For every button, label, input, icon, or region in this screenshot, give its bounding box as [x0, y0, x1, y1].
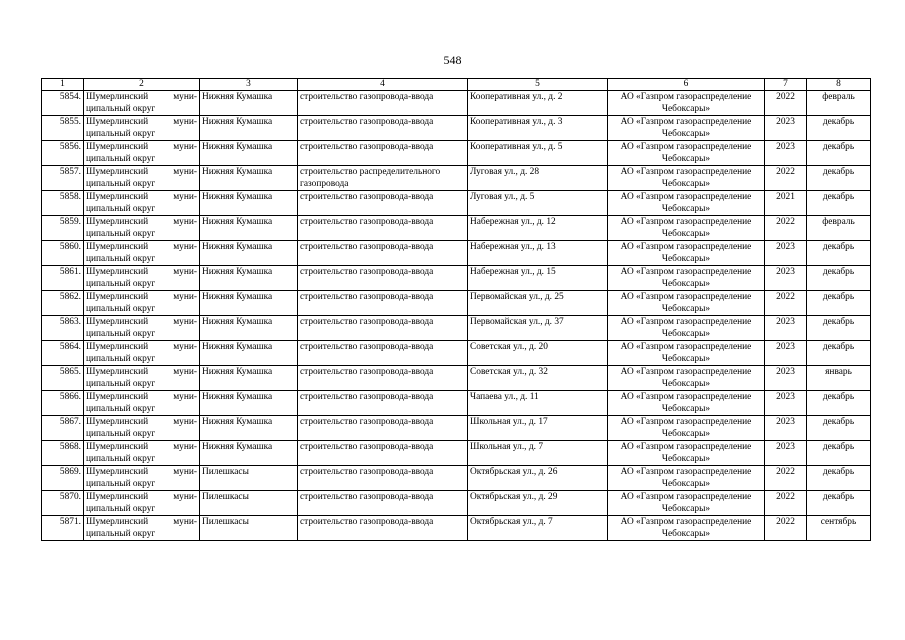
table-row [42, 416, 871, 441]
table-row [42, 266, 871, 291]
year-cell: 2022 [765, 166, 807, 191]
organization-cell: АО «Газпром газораспределение Чебоксары» [608, 466, 765, 491]
district-cell: Шумерлинский муни-ципальный округ [84, 341, 200, 366]
address-cell: Кооперативная ул., д. 5 [468, 141, 608, 166]
month-cell: сентябрь [807, 516, 871, 541]
organization-cell: АО «Газпром газораспределение Чебоксары» [608, 366, 765, 391]
table-header [42, 79, 871, 91]
address-cell: Октябрьская ул., д. 7 [468, 516, 608, 541]
address-cell: Набережная ул., д. 12 [468, 216, 608, 241]
work-type-cell: строительство газопровода-ввода [298, 266, 468, 291]
month-cell: декабрь [807, 166, 871, 191]
settlement-cell: Нижняя Кумашка [200, 391, 298, 416]
year-cell: 2023 [765, 241, 807, 266]
organization-cell: АО «Газпром газораспределение Чебоксары» [608, 391, 765, 416]
organization-cell: АО «Газпром газораспределение Чебоксары» [608, 416, 765, 441]
address-cell: Кооперативная ул., д. 2 [468, 91, 608, 116]
table-row [42, 316, 871, 341]
table-row [42, 141, 871, 166]
district-cell: Шумерлинский муни-ципальный округ [84, 191, 200, 216]
work-type-cell: строительство газопровода-ввода [298, 391, 468, 416]
row-number: 5865. [42, 366, 84, 391]
work-type-cell: строительство газопровода-ввода [298, 341, 468, 366]
district-cell: Шумерлинский муни-ципальный округ [84, 416, 200, 441]
address-cell: Набережная ул., д. 15 [468, 266, 608, 291]
work-type-cell: строительство газопровода-ввода [298, 91, 468, 116]
organization-cell: АО «Газпром газораспределение Чебоксары» [608, 516, 765, 541]
address-cell: Октябрьская ул., д. 26 [468, 466, 608, 491]
month-cell: декабрь [807, 441, 871, 466]
table-row [42, 191, 871, 216]
row-number: 5861. [42, 266, 84, 291]
row-number: 5864. [42, 341, 84, 366]
row-number: 5869. [42, 466, 84, 491]
address-cell: Октябрьская ул., д. 29 [468, 491, 608, 516]
month-cell: декабрь [807, 341, 871, 366]
year-cell: 2021 [765, 191, 807, 216]
address-cell: Луговая ул., д. 5 [468, 191, 608, 216]
row-number: 5870. [42, 491, 84, 516]
row-number: 5856. [42, 141, 84, 166]
table-row [42, 241, 871, 266]
header-cell-4: 4 [298, 79, 468, 91]
table-row [42, 291, 871, 316]
address-cell: Набережная ул., д. 13 [468, 241, 608, 266]
month-cell: декабрь [807, 316, 871, 341]
month-cell: декабрь [807, 116, 871, 141]
row-number: 5859. [42, 216, 84, 241]
organization-cell: АО «Газпром газораспределение Чебоксары» [608, 216, 765, 241]
organization-cell: АО «Газпром газораспределение Чебоксары» [608, 266, 765, 291]
district-cell: Шумерлинский муни-ципальный округ [84, 166, 200, 191]
registry-table [41, 78, 871, 541]
month-cell: декабрь [807, 241, 871, 266]
table-row [42, 341, 871, 366]
table-row [42, 216, 871, 241]
work-type-cell: строительство газопровода-ввода [298, 366, 468, 391]
header-cell-8: 8 [807, 79, 871, 91]
year-cell: 2023 [765, 441, 807, 466]
work-type-cell: строительство газопровода-ввода [298, 491, 468, 516]
address-cell: Первомайская ул., д. 37 [468, 316, 608, 341]
organization-cell: АО «Газпром газораспределение Чебоксары» [608, 316, 765, 341]
row-number: 5863. [42, 316, 84, 341]
work-type-cell: строительство газопровода-ввода [298, 191, 468, 216]
month-cell: декабрь [807, 391, 871, 416]
address-cell: Кооперативная ул., д. 3 [468, 116, 608, 141]
header-cell-7: 7 [765, 79, 807, 91]
settlement-cell: Нижняя Кумашка [200, 166, 298, 191]
table-body [42, 91, 871, 541]
address-cell: Школьная ул., д. 17 [468, 416, 608, 441]
district-cell: Шумерлинский муни-ципальный округ [84, 491, 200, 516]
table-row [42, 91, 871, 116]
table-row [42, 166, 871, 191]
settlement-cell: Нижняя Кумашка [200, 416, 298, 441]
district-cell: Шумерлинский муни-ципальный округ [84, 316, 200, 341]
district-cell: Шумерлинский муни-ципальный округ [84, 216, 200, 241]
header-row [42, 79, 871, 91]
year-cell: 2023 [765, 416, 807, 441]
year-cell: 2023 [765, 366, 807, 391]
year-cell: 2022 [765, 91, 807, 116]
month-cell: декабрь [807, 416, 871, 441]
settlement-cell: Пилешкасы [200, 491, 298, 516]
district-cell: Шумерлинский муни-ципальный округ [84, 366, 200, 391]
work-type-cell: строительство газопровода-ввода [298, 441, 468, 466]
row-number: 5857. [42, 166, 84, 191]
settlement-cell: Нижняя Кумашка [200, 141, 298, 166]
month-cell: январь [807, 366, 871, 391]
address-cell: Советская ул., д. 20 [468, 341, 608, 366]
header-cell-3: 3 [200, 79, 298, 91]
year-cell: 2023 [765, 341, 807, 366]
settlement-cell: Нижняя Кумашка [200, 266, 298, 291]
organization-cell: АО «Газпром газораспределение Чебоксары» [608, 241, 765, 266]
settlement-cell: Пилешкасы [200, 516, 298, 541]
year-cell: 2022 [765, 491, 807, 516]
address-cell: Чапаева ул., д. 11 [468, 391, 608, 416]
header-cell-2: 2 [84, 79, 200, 91]
year-cell: 2022 [765, 291, 807, 316]
year-cell: 2022 [765, 466, 807, 491]
district-cell: Шумерлинский муни-ципальный округ [84, 516, 200, 541]
month-cell: декабрь [807, 491, 871, 516]
organization-cell: АО «Газпром газораспределение Чебоксары» [608, 116, 765, 141]
row-number: 5862. [42, 291, 84, 316]
year-cell: 2022 [765, 516, 807, 541]
table-row [42, 116, 871, 141]
row-number: 5867. [42, 416, 84, 441]
work-type-cell: строительство распределительного газопровода [298, 166, 468, 191]
table-row [42, 516, 871, 541]
settlement-cell: Нижняя Кумашка [200, 241, 298, 266]
organization-cell: АО «Газпром газораспределение Чебоксары» [608, 191, 765, 216]
month-cell: декабрь [807, 291, 871, 316]
month-cell: декабрь [807, 191, 871, 216]
district-cell: Шумерлинский муни-ципальный округ [84, 441, 200, 466]
row-number: 5854. [42, 91, 84, 116]
organization-cell: АО «Газпром газораспределение Чебоксары» [608, 91, 765, 116]
table-row [42, 366, 871, 391]
month-cell: декабрь [807, 466, 871, 491]
row-number: 5858. [42, 191, 84, 216]
district-cell: Шумерлинский муни-ципальный округ [84, 391, 200, 416]
district-cell: Шумерлинский муни-ципальный округ [84, 266, 200, 291]
table-row [42, 391, 871, 416]
page-number: 548 [443, 53, 462, 67]
settlement-cell: Нижняя Кумашка [200, 191, 298, 216]
work-type-cell: строительство газопровода-ввода [298, 316, 468, 341]
settlement-cell: Нижняя Кумашка [200, 366, 298, 391]
row-number: 5866. [42, 391, 84, 416]
work-type-cell: строительство газопровода-ввода [298, 516, 468, 541]
address-cell: Первомайская ул., д. 25 [468, 291, 608, 316]
table-row [42, 491, 871, 516]
header-cell-5: 5 [468, 79, 608, 91]
year-cell: 2023 [765, 266, 807, 291]
organization-cell: АО «Газпром газораспределение Чебоксары» [608, 491, 765, 516]
row-number: 5860. [42, 241, 84, 266]
settlement-cell: Нижняя Кумашка [200, 341, 298, 366]
work-type-cell: строительство газопровода-ввода [298, 416, 468, 441]
row-number: 5855. [42, 116, 84, 141]
settlement-cell: Нижняя Кумашка [200, 291, 298, 316]
district-cell: Шумерлинский муни-ципальный округ [84, 116, 200, 141]
organization-cell: АО «Газпром газораспределение Чебоксары» [608, 166, 765, 191]
year-cell: 2022 [765, 216, 807, 241]
table-row [42, 466, 871, 491]
address-cell: Школьная ул., д. 7 [468, 441, 608, 466]
district-cell: Шумерлинский муни-ципальный округ [84, 141, 200, 166]
table-row [42, 441, 871, 466]
header-cell-6: 6 [608, 79, 765, 91]
month-cell: декабрь [807, 141, 871, 166]
month-cell: февраль [807, 216, 871, 241]
row-number: 5868. [42, 441, 84, 466]
settlement-cell: Пилешкасы [200, 466, 298, 491]
organization-cell: АО «Газпром газораспределение Чебоксары» [608, 341, 765, 366]
organization-cell: АО «Газпром газораспределение Чебоксары» [608, 141, 765, 166]
year-cell: 2023 [765, 316, 807, 341]
year-cell: 2023 [765, 141, 807, 166]
work-type-cell: строительство газопровода-ввода [298, 216, 468, 241]
district-cell: Шумерлинский муни-ципальный округ [84, 291, 200, 316]
organization-cell: АО «Газпром газораспределение Чебоксары» [608, 291, 765, 316]
work-type-cell: строительство газопровода-ввода [298, 241, 468, 266]
month-cell: февраль [807, 91, 871, 116]
work-type-cell: строительство газопровода-ввода [298, 141, 468, 166]
work-type-cell: строительство газопровода-ввода [298, 116, 468, 141]
settlement-cell: Нижняя Кумашка [200, 316, 298, 341]
settlement-cell: Нижняя Кумашка [200, 441, 298, 466]
month-cell: декабрь [807, 266, 871, 291]
work-type-cell: строительство газопровода-ввода [298, 291, 468, 316]
header-cell-1: 1 [42, 79, 84, 91]
year-cell: 2023 [765, 391, 807, 416]
district-cell: Шумерлинский муни-ципальный округ [84, 466, 200, 491]
district-cell: Шумерлинский муни-ципальный округ [84, 91, 200, 116]
district-cell: Шумерлинский муни-ципальный округ [84, 241, 200, 266]
row-number: 5871. [42, 516, 84, 541]
year-cell: 2023 [765, 116, 807, 141]
address-cell: Луговая ул., д. 28 [468, 166, 608, 191]
settlement-cell: Нижняя Кумашка [200, 116, 298, 141]
settlement-cell: Нижняя Кумашка [200, 91, 298, 116]
settlement-cell: Нижняя Кумашка [200, 216, 298, 241]
address-cell: Советская ул., д. 32 [468, 366, 608, 391]
organization-cell: АО «Газпром газораспределение Чебоксары» [608, 441, 765, 466]
work-type-cell: строительство газопровода-ввода [298, 466, 468, 491]
